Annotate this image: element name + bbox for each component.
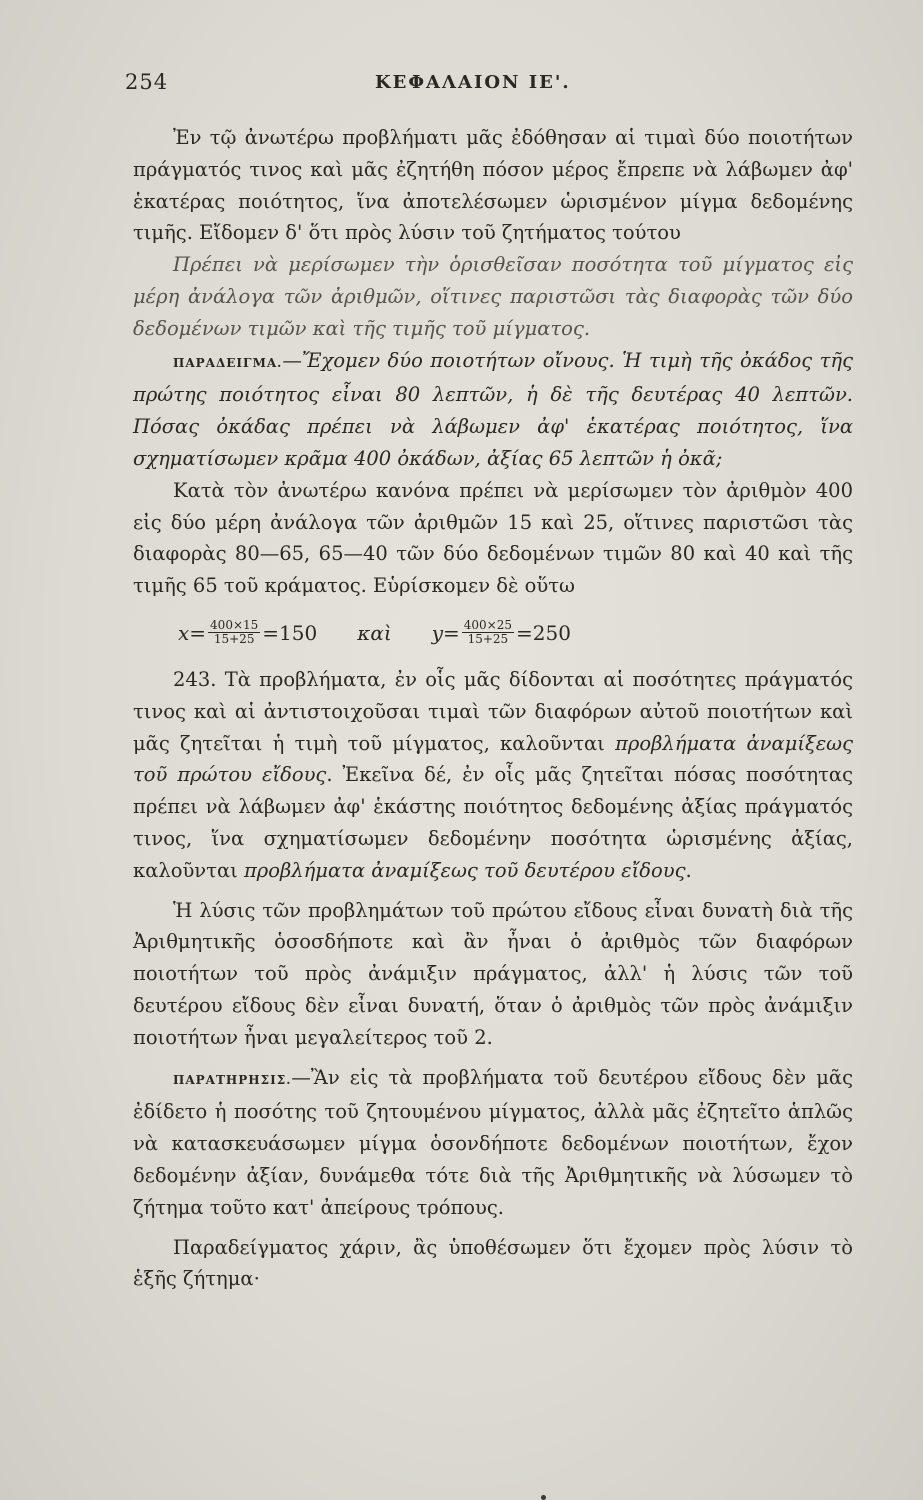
formula-line [133, 602, 853, 664]
closing-paragraph: Παραδείγματος χάριν, ἂς ὑποθέσωμεν ὅτι ἔχομεν πρὸς λύσιν τὸ ἑξῆς ζήτημα· [133, 1235, 853, 1291]
section-243-paragraph [133, 664, 853, 887]
formula-x [178, 619, 317, 646]
section-243-text-b: . Ἐκεῖνα δέ, ἐν οἷς μᾶς ζητεῖται πόσας ποσότητας πρέπει νὰ λάβωμεν ἀφ' ἑκάστης ποιότητος δεδομένης ἀξίας πράγματός τινος, ἵνα σχηματίσωμεν δεδομένην ποσότητα ὡρισμένης ἀξίας, καλοῦνται [133, 763, 853, 882]
example-paragraph [133, 345, 853, 475]
solvability-paragraph: Ἡ λύσις τῶν προβλημάτων τοῦ πρώτου εἴδους εἶναι δυνατὴ διὰ τῆς Ἀριθμητικῆς ὁσοσδήποτε καὶ ἂν ἦναι ὁ ἀριθμὸς τῶν διαφόρων ποιοτήτων τοῦ πρὸς ἀνάμιξιν πράγματος, ἀλλ' ἡ λύσις τῶν τοῦ δευτέρου εἴδους δὲν εἶναι δυνατή, ὅταν ὁ ἀριθμὸς τῶν πρὸς ἀνάμιξιν ποιοτήτων ἦναι μεγαλείτερος τοῦ 2. [133, 898, 853, 1049]
remark-paragraph [133, 1062, 853, 1224]
intro-paragraph: Ἐν τῷ ἀνωτέρω προβλήματι μᾶς ἐδόθησαν αἱ τιμαὶ δύο ποιοτήτων πράγματός τινος καὶ μᾶς ἐζητήθη πόσον μέρος ἔπρεπε νὰ λάβωμεν ἀφ' ἑκατέρας ποιότητος, ἵνα ἀποτελέσωμεν ὡρισμένον μίγμα δεδομένης τιμῆς. Εἴδομεν δ' ὅτι πρὸς λύσιν τοῦ ζητήματος τούτου [133, 126, 853, 245]
formula-y [432, 619, 571, 646]
solution-paragraph: Κατὰ τὸν ἀνωτέρω κανόνα πρέπει νὰ μερίσωμεν τὸν ἀριθμὸν 400 εἰς δύο μέρη ἀνάλογα τῶν ἀριθμῶν 15 καὶ 25, οἵτινες παριστῶσι τὰς διαφορὰς 80—65, 65—40 τῶν δύο δεδομένων τιμῶν 80 καὶ 40 καὶ τῆς τιμῆς 65 τοῦ κράματος. Εὑρίσκομεν δὲ οὕτω [133, 478, 853, 598]
formula-y-var: y= [431, 620, 460, 645]
page-number: 254 [125, 70, 169, 94]
formula-x-result: =150 [262, 620, 318, 645]
remark-text: —Ἂν εἰς τὰ προβλήματα τοῦ δευτέρου εἴδους δὲν μᾶς ἐδίδετο ἡ ποσότης τοῦ ζητουμένου μίγματος, ἀλλὰ μᾶς ἐζητεῖτο ἁπλῶς νὰ κατασκευάσωμεν μίγμα ὁσονδήποτε δεδομένων ποιοτήτων, ἔχον δεδομένην ἀξίαν, δυνάμεθα τότε διὰ τῆς Ἀριθμητικῆς νὰ λύσωμεν τὸ ζήτημα τοῦτο κατ' ἀπείρους τρόπους. [133, 1065, 853, 1219]
formula-y-result: =250 [515, 620, 571, 645]
formula-x-denominator: 15+25 [213, 632, 255, 647]
example-label: ΠΑΡΑΔΕΙΓΜΑ. [173, 355, 283, 370]
section-243-text-a: Τὰ προβλήματα, ἐν οἷς μᾶς δίδονται αἱ ποσότητες πράγματός τινος καὶ αἱ ἀντιστοιχοῦσαι τιμαὶ τῶν διαφόρων αὐτοῦ ποιοτήτων καὶ μᾶς ζητεῖται ἡ τιμὴ τοῦ μίγματος, καλοῦνται [133, 667, 854, 755]
ink-spot [541, 1495, 546, 1500]
section-243-text-c: . [685, 858, 692, 882]
example-text: —Ἔχομεν δύο ποιοτήτων οἴνους. Ἡ τιμὴ τῆς ὀκάδος τῆς πρώτης ποιότητος εἶναι 80 λεπτῶν, ἡ δὲ τῆς δευτέρας 40 λεπτῶν. Πόσας ὀκάδας πρέπει νὰ λάβωμεν ἀφ' ἑκατέρας ποιότητος, ἵνα σχηματίσωμεν κρᾶμα 400 ὀκάδων, ἀξίας 65 λεπτῶν ἡ ὀκᾶ; [133, 348, 853, 470]
formula-x-fraction [208, 619, 260, 646]
formula-y-denominator: 15+25 [467, 632, 509, 647]
formula-y-numerator: 400×25 [463, 618, 512, 633]
term-first-kind: προβλήματα ἀναμίξεως τοῦ πρώτου εἴδους [133, 731, 853, 787]
page-header [125, 70, 798, 100]
term-second-kind: προβλήματα ἀναμίξεως τοῦ δευτέρου εἴδους [243, 858, 686, 882]
chapter-title: ΚΕΦΑΛΑΙΟΝ ΙΕ'. [375, 72, 571, 93]
formula-conjunction: καὶ [357, 620, 392, 645]
page-body [133, 122, 853, 1295]
remark-label: ΠΑΡΑΤΗΡΗΣΙΣ. [173, 1072, 292, 1087]
section-number: 243. [173, 667, 217, 691]
formula-y-fraction [462, 619, 514, 646]
formula-x-var: x= [178, 620, 207, 645]
rule-paragraph: Πρέπει νὰ μερίσωμεν τὴν ὁρισθεῖσαν ποσότητα τοῦ μίγματος εἰς μέρη ἀνάλογα τῶν ἀριθμῶν, οἵτινες παριστῶσι τὰς διαφορὰς τῶν δύο δεδομένων τιμῶν καὶ τῆς τιμῆς τοῦ μίγματος. [133, 253, 853, 340]
formula-x-numerator: 400×15 [210, 618, 259, 633]
